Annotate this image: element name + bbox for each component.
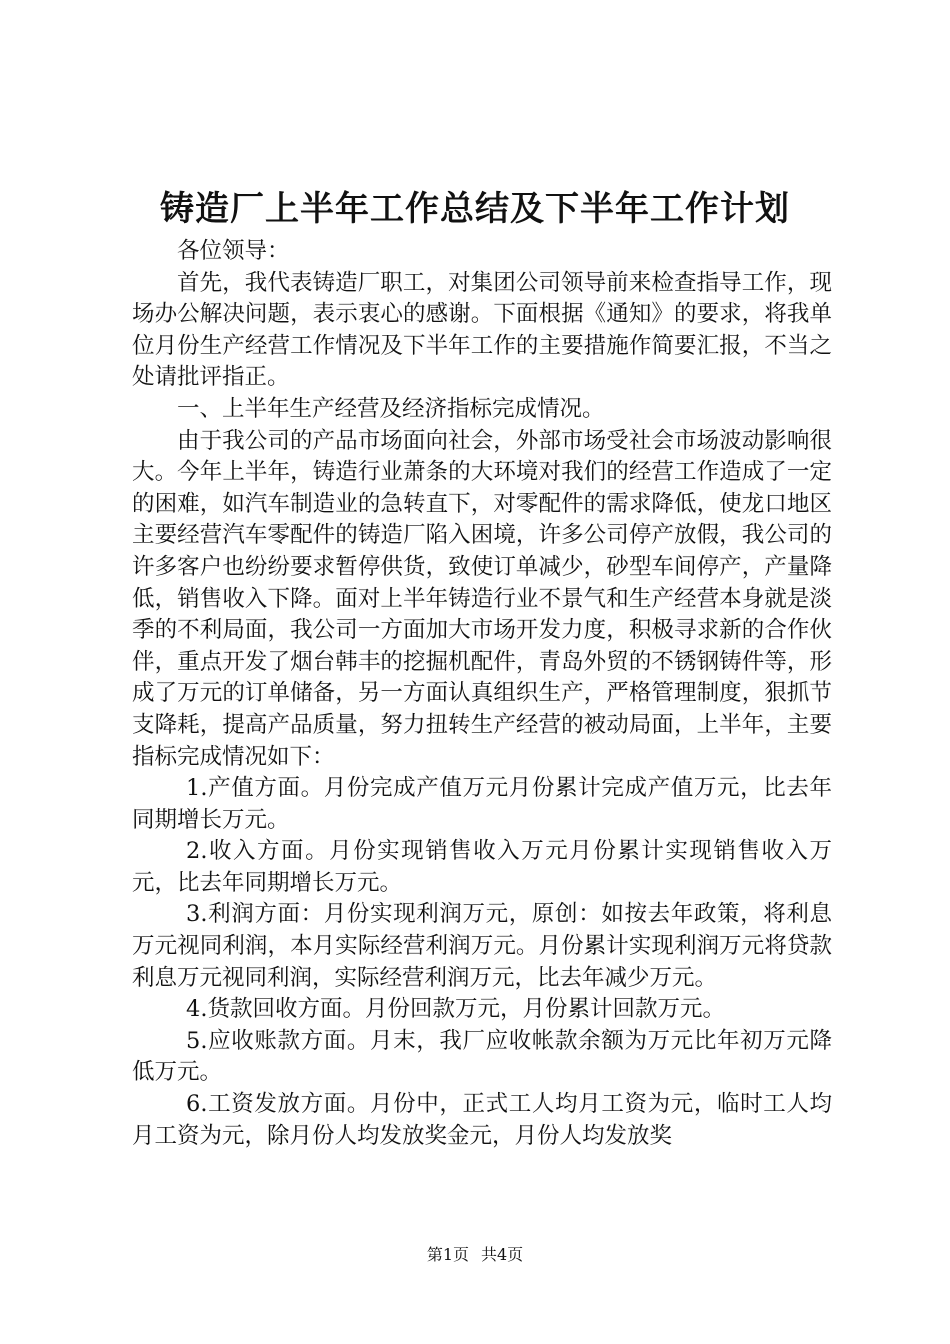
- item-wages: 6.工资发放方面。月份中，正式工人均月工资为元，临时工人均月工资为元，除月份人均发放奖金元，月份人均发放奖: [132, 1091, 832, 1149]
- page-total: 共4页: [481, 1245, 524, 1264]
- item-accounts-receivable: 5.应收账款方面。月末，我厂应收帐款余额为万元比年初万元降低万元。: [132, 1027, 832, 1086]
- document-body: [132, 236, 832, 1152]
- item-output-value: 1.产值方面。月份完成产值万元月份累计完成产值万元，比去年同期增长万元。: [132, 775, 832, 833]
- item-payment-collection: 4.货款回收方面。月份回款万元，月份累计回款万元。: [186, 996, 725, 1023]
- situation-paragraph: 由于我公司的产品市场面向社会，外部市场受社会市场波动影响很大。今年上半年，铸造行业萧条的大环境对我们的经营工作造成了一定的困难，如汽车制造业的急转直下，对零配件的需求降低，使龙口地区主要经营汽车零配件的铸造厂陷入困境，许多公司停产放假，我公司的许多客户也纷纷要求暂停供货，致使订单减少，砂型车间停产，产量降低，销售收入下降。面对上半年铸造行业不景气和生产经营本身就是淡季的不利局面，我公司一方面加大市场开发力度，积极寻求新的合作伙伴，重点开发了烟台韩丰的挖掘机配件，青岛外贸的不锈钢铸件等，形成了万元的订单储备，另一方面认真组织生产，严格管理制度，狠抓节支降耗，提高产品质量，努力扭转生产经营的被动局面，上半年，主要指标完成情况如下：: [132, 427, 832, 770]
- item-profit: 3.利润方面：月份实现利润万元，原创：如按去年政策，将利息万元视同利润，本月实际经营利润万元。月份累计实现利润万元将贷款利息万元视同利润，实际经营利润万元，比去年减少万元。: [132, 901, 832, 991]
- page-number: 第1页: [426, 1245, 469, 1264]
- page-footer: [0, 1244, 950, 1266]
- item-income: 2.收入方面。月份实现销售收入万元月份累计实现销售收入万元，比去年同期增长万元。: [132, 838, 832, 896]
- document-title: 铸造厂上半年工作总结及下半年工作计划: [160, 189, 790, 229]
- intro-paragraph: 首先，我代表铸造厂职工，对集团公司领导前来检查指导工作，现场办公解决问题，表示衷心的感谢。下面根据《通知》的要求，将我单位月份生产经营工作情况及下半年工作的主要措施作简要汇报，不当之处请批评指正。: [132, 269, 832, 391]
- salutation-paragraph: 各位领导：: [177, 238, 290, 264]
- section-heading-paragraph: 一、上半年生产经营及经济指标完成情况。: [177, 395, 605, 422]
